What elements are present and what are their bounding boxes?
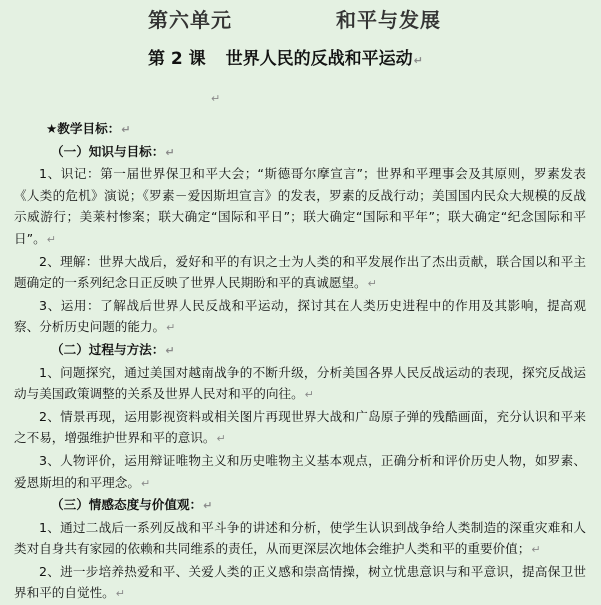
paragraph-mark-icon: ↵: [166, 321, 176, 335]
paragraph-mark-icon: ↵: [121, 123, 131, 136]
document-body: [14, 118, 586, 605]
paragraph-mark-icon: ↵: [140, 476, 151, 490]
unit-number: 第六单元: [148, 8, 232, 32]
paragraph-mark-icon: ↵: [115, 587, 125, 601]
section-heading-knowledge: （一）知识与目标：↵: [51, 143, 175, 159]
paragraph-mark-icon: ↵: [46, 232, 56, 246]
paragraph-mark-icon: ↵: [304, 388, 314, 402]
paragraph: 1、问题探究，通过美国对越南战争的不断升级，分析美国各界人民反战运动的表现，探究反战运动与美国政策调整的关系及世界人民对和平的向往。↵: [14, 364, 586, 402]
paragraph-mark-icon: ↵: [413, 54, 423, 67]
lesson-name: 世界人民的反战和平运动: [225, 49, 413, 69]
paragraph-mark-icon: ↵: [367, 277, 377, 291]
paragraph-mark-icon: ↵: [165, 343, 175, 357]
unit-theme: 和平与发展: [336, 8, 441, 32]
objectives-heading: ★教学目标：↵: [46, 121, 131, 136]
paragraph-mark-icon: ↵: [531, 543, 541, 557]
paragraph-mark-icon: ↵: [211, 92, 221, 105]
paragraph: 2、进一步培养热爱和平、关爱人类的正义感和崇高情操，树立忧患意识与和平意识，提高保卫世界和平的自觉性。↵: [14, 563, 586, 601]
paragraph-mark-icon: ↵: [165, 145, 175, 159]
paragraph: 2、理解：世界大战后，爱好和平的有识之士为人类的和平发展作出了杰出贡献，联合国以和平主题确定的一系列纪念日正反映了世界人民期盼和平的真诚愿望。↵: [14, 253, 586, 291]
paragraph: 3、人物评价，运用辩证唯物主义和历史唯物主义基本观点，正确分析和评价历史人物，如罗素、爱恩斯坦的和平理念。↵: [14, 452, 586, 490]
section-heading-values: （三）情感态度与价值观：↵: [51, 497, 213, 513]
paragraph-mark-icon: ↵: [203, 499, 213, 513]
paragraph: 1、通过二战后一系列反战和平斗争的讲述和分析，使学生认识到战争给人类制造的深重灾难和人类对自身共有家园的依赖和共同维系的责任，从而更深层次地体会维护人类和平的重要价值；↵: [14, 519, 586, 557]
paragraph: 3、运用：了解战后世界人民反战和平运动，探讨其在人类历史进程中的作用及其影响，提高观察、分析历史问题的能力。↵: [14, 297, 586, 335]
lesson-title: [148, 44, 423, 69]
lesson-number: 第 2 课: [148, 49, 206, 69]
section-heading-process: （二）过程与方法：↵: [51, 341, 175, 357]
paragraph: 1、识记：第一届世界保卫和平大会；“斯德哥尔摩宣言”；世界和平理事会及其原则，罗素发表《人类的危机》演说；《罗素－爱因斯坦宣言》的发表，罗素的反战行动；美国国内民众大规模的反战示威游行；美莱村惨案；联大确定“国际和平日”；联大确定“国际和平年”；联大确定“纪念国际和平日”。↵: [14, 166, 586, 246]
paragraph: 2、情景再现，运用影视资料或相关图片再现世界大战和广岛原子弹的残酷画面，充分认识和平来之不易，增强维护世界和平的意识。↵: [14, 408, 586, 446]
paragraph-mark-icon: ↵: [216, 432, 226, 446]
